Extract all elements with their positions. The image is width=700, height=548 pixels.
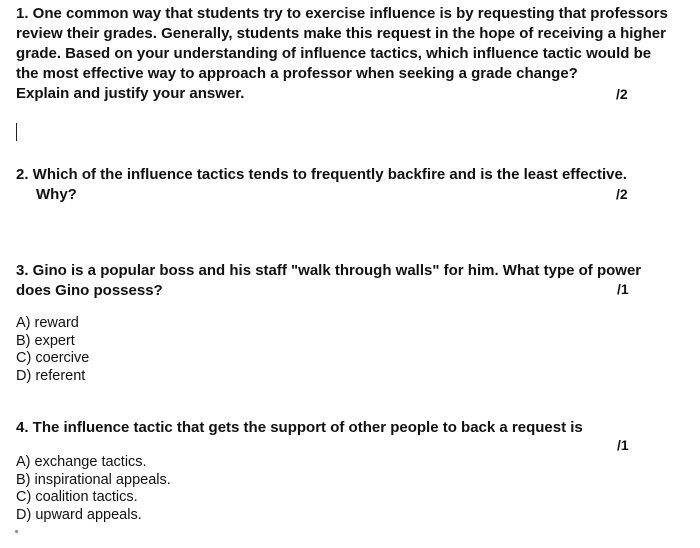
question-4-options	[16, 454, 171, 524]
question-4-option-c: C) coalition tactics.	[16, 489, 138, 505]
question-2-line-1: 2. Which of the influence tactics tends to frequently backfire and is the least effective.	[16, 166, 627, 183]
question-1-line-2: review their grades. Generally, students make this request in the hope of receiving a higher	[16, 25, 666, 42]
question-4-marks: /1	[617, 437, 629, 453]
question-3-option-c: C) coercive	[16, 350, 90, 366]
question-3-line-1: 3. Gino is a popular boss and his staff "walk through walls" for him. What type of power	[16, 262, 642, 279]
answer-text-cursor[interactable]	[16, 123, 17, 141]
question-4	[16, 418, 688, 438]
question-1	[16, 4, 688, 104]
question-3-option-d: D) referent	[16, 367, 86, 384]
question-4-option-a: A) exchange tactics.	[16, 454, 147, 470]
question-1-line-1: 1. One common way that students try to exercise influence is by requesting that professors	[16, 5, 668, 22]
question-2-marks: /2	[616, 186, 628, 202]
question-1-marks: /2	[616, 86, 628, 102]
question-3-marks: /1	[617, 281, 629, 297]
question-3-option-b: B) expert	[16, 332, 75, 349]
question-3-options	[16, 315, 89, 385]
question-1-line-3: grade. Based on your understanding of influence tactics, which influence tactic would be	[16, 45, 652, 62]
question-4-option-d: D) upward appeals.	[16, 506, 142, 523]
question-1-line-4: the most effective way to approach a professor when seeking a grade change?	[16, 65, 578, 82]
question-4-option-b: B) inspirational appeals.	[16, 471, 171, 488]
question-3-option-a: A) reward	[16, 315, 79, 331]
question-1-line-5: Explain and justify your answer.	[16, 85, 245, 102]
question-3-line-2: does Gino possess?	[16, 282, 163, 299]
question-2-line-2: Why?	[36, 186, 77, 203]
question-4-line-1: 4. The influence tactic that gets the support of other people to back a request is	[16, 419, 583, 436]
question-3	[16, 261, 688, 301]
question-2	[16, 165, 688, 205]
stray-dot	[15, 530, 18, 533]
